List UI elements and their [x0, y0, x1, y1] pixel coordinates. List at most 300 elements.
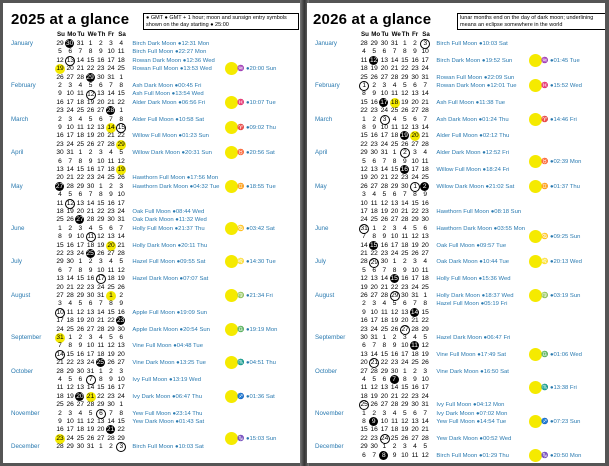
day-cell: 10 — [66, 124, 74, 131]
day-cell: 19 — [401, 426, 409, 434]
day-cell: 2 — [372, 409, 377, 417]
day-cell: 22 — [401, 392, 409, 400]
day-cell: 30 — [76, 367, 85, 375]
day-cell: 27 — [97, 107, 105, 115]
day-cell: 5 — [402, 82, 407, 89]
month-label: January — [11, 40, 34, 47]
moon-phase-text: Alder Dark Moon ●06:56 Fri — [132, 99, 206, 106]
day-cell: 5 — [58, 48, 62, 56]
day-cell: 28 — [421, 434, 429, 442]
day-cell: 9 — [392, 451, 397, 459]
day-cell: 3 — [98, 149, 103, 157]
day-cell: 20 — [380, 392, 389, 400]
day-cell: 3 — [382, 82, 387, 89]
day-cell: 18 — [66, 317, 74, 325]
day-cell: 2 — [382, 224, 387, 232]
day-cell: 30 — [380, 40, 389, 47]
day-cell: 13 — [76, 199, 85, 207]
week-row — [3, 442, 301, 453]
day-cell: 12 — [56, 56, 64, 64]
day-cell: 27 — [56, 292, 64, 299]
day-cell: 18 — [76, 98, 85, 106]
day-cell: 8 — [119, 82, 124, 89]
day-cell: 9 — [119, 300, 124, 308]
day-cell: 5 — [392, 300, 397, 308]
day-cell: 31 — [66, 149, 74, 157]
day-cell: 3 — [423, 367, 428, 375]
day-cell: 29 — [390, 182, 399, 190]
day-cell: 7 — [382, 157, 387, 165]
day-cell: 13 — [86, 308, 95, 316]
day-cell: 5 — [402, 409, 407, 417]
day-cell: 11 — [360, 384, 368, 392]
day-cell: 1 — [392, 258, 397, 266]
day-cell: 8 — [362, 418, 366, 425]
day-cell: 31 — [76, 40, 85, 47]
day-cell: 26 — [56, 73, 64, 81]
day-cell: 15 — [76, 275, 85, 283]
day-cell: 22 — [390, 283, 399, 291]
month-label: December — [315, 443, 344, 451]
day-cell: 24 — [97, 174, 105, 182]
day-cell: 28 — [107, 140, 115, 148]
moon-phase-text: Ivy Dark Moon ●07:02 Mon — [436, 410, 508, 417]
day-cell: 5 — [423, 334, 428, 341]
day-cell: 8 — [392, 266, 397, 274]
day-cell: 11 — [76, 90, 84, 98]
day-cell: 31 — [117, 216, 125, 224]
day-cell: 15 — [421, 308, 429, 316]
legend-note: lunar months end on the day of dark moon; underlining means an eclipse somewhere in the world — [457, 13, 605, 30]
day-cell: 2 — [372, 82, 377, 89]
day-cell: 20 — [117, 350, 125, 358]
day-cell: 23 — [76, 359, 85, 367]
highlighted-day: 19 — [56, 65, 64, 73]
day-cell: 2 — [392, 443, 397, 451]
day-cell: 6 — [78, 191, 83, 199]
day-cell: 17 — [56, 317, 64, 325]
day-cell: 23 — [401, 174, 409, 182]
day-cell: 27 — [97, 140, 105, 148]
dark-moon-day: 11 — [411, 342, 418, 350]
day-cell: 8 — [402, 48, 407, 56]
day-cell: 8 — [119, 409, 124, 417]
moon-phase-text: Apple Dark Moon ●20:54 Sun — [132, 326, 210, 333]
day-cell: 24 — [411, 283, 419, 291]
day-cell: 28 — [56, 443, 64, 451]
day-cell: 1 — [402, 40, 407, 47]
day-cell: 26 — [86, 107, 95, 115]
moon-phase-text: Ash Full Moon ●11:38 Tue — [436, 99, 506, 106]
moon-phase-text: Vine Full Moon ●17:49 Sat — [436, 351, 506, 358]
day-cell: 27 — [97, 434, 105, 442]
day-cell: 26 — [76, 325, 85, 333]
day-cell: 9 — [372, 124, 377, 131]
day-cell: 5 — [88, 82, 93, 89]
sign-entry-text: ♓ ●10:07 Tue — [237, 99, 276, 106]
day-cell: 13 — [411, 418, 419, 425]
day-cell: 20 — [76, 208, 85, 215]
day-cell: 24 — [370, 325, 378, 333]
dark-moon-day: 28 — [106, 107, 115, 115]
full-moon-day: 14 — [56, 350, 64, 358]
day-cell: 24 — [411, 174, 419, 182]
day-cell: 26 — [370, 401, 378, 409]
day-cell: 23 — [370, 107, 378, 115]
day-cell: 24 — [107, 65, 115, 73]
day-cell: 31 — [421, 73, 429, 81]
day-cell: 26 — [401, 140, 409, 148]
day-cell: 6 — [413, 115, 417, 123]
highlighted-day: 21 — [86, 392, 95, 400]
day-cell: 12 — [117, 266, 125, 274]
day-cell: 17 — [76, 241, 85, 249]
day-cell: 18 — [360, 392, 368, 400]
full-moon-day: 2 — [400, 148, 410, 158]
day-cell: 10 — [421, 376, 429, 383]
day-cell: 7 — [392, 48, 397, 56]
day-cell: 17 — [86, 350, 95, 358]
day-cell: 20 — [97, 132, 105, 140]
day-cell: 21 — [86, 208, 95, 215]
day-cell: 6 — [402, 300, 407, 308]
day-cell: 7 — [382, 266, 387, 274]
day-cell: 25 — [56, 401, 64, 409]
day-cell: 27 — [370, 182, 378, 190]
day-cell: 29 — [360, 149, 368, 157]
day-cell: 28 — [370, 367, 378, 375]
day-cell: 30 — [401, 292, 409, 299]
day-cell: 13 — [117, 342, 125, 350]
day-cell: 23 — [56, 140, 64, 148]
day-cell: 29 — [76, 292, 85, 299]
day-cell: 14 — [401, 199, 409, 207]
day-cell: 30 — [107, 401, 115, 409]
day-cell: 28 — [107, 434, 115, 442]
moon-phase-text: Ash Dark Moon ●01:24 Thu — [436, 116, 509, 123]
day-cell: 21 — [107, 98, 115, 106]
moon-phase-text: Rowan Dark Moon ●12:01 Tue — [436, 83, 517, 89]
day-cell: 16 — [76, 350, 85, 358]
moon-phase-text: Oak Full Moon ●09:57 Tue — [436, 242, 507, 249]
month-label: March — [315, 115, 333, 123]
day-cell: 28 — [117, 250, 125, 257]
day-cell: 30 — [66, 258, 74, 266]
sign-entry-text: ♑ ●15:03 Sun — [237, 435, 277, 442]
day-cell: 7 — [362, 233, 366, 241]
moon-phase-text: Ash Dark Moon ●00:45 Fri — [132, 83, 202, 89]
moon-phase-text: Oak Full Moon ●08:44 Wed — [132, 209, 205, 215]
day-cell: 30 — [411, 401, 419, 409]
day-cell: 28 — [56, 367, 64, 375]
day-cell: 17 — [390, 241, 399, 249]
day-cell: 9 — [413, 48, 417, 56]
day-cell: 27 — [380, 401, 389, 409]
day-cell: 21 — [56, 359, 64, 367]
day-cell: 9 — [88, 157, 93, 165]
day-cell: 24 — [97, 283, 105, 291]
moon-phase-text: Hawthorn Full Moon ●08:18 Sun — [436, 209, 522, 215]
full-moon-day: 15 — [117, 124, 126, 132]
day-cell: 4 — [413, 443, 417, 451]
day-cell: 3 — [109, 40, 113, 47]
day-cell: 1 — [362, 409, 366, 417]
day-cell: 8 — [413, 191, 417, 199]
day-cell: 6 — [382, 376, 387, 383]
day-cell: 11 — [56, 199, 64, 207]
day-cell: 23 — [86, 283, 95, 291]
day-cell: 2 — [362, 300, 366, 308]
month-label: August — [11, 292, 31, 299]
dark-moon-day: 25 — [86, 250, 94, 257]
day-cell: 9 — [78, 342, 83, 350]
day-cell: 4 — [372, 191, 377, 199]
day-cell: 7 — [423, 82, 428, 89]
moon-phase-text: Holly Full Moon ●21:37 Thu — [132, 225, 205, 232]
day-cell: 15 — [411, 199, 419, 207]
day-cell: 14 — [66, 275, 74, 283]
dark-moon-day: 27 — [76, 216, 84, 224]
month-label: April — [11, 149, 24, 157]
moon-phase-text: Hawthorn Dark Moon ●03:55 Mon — [436, 225, 526, 232]
day-cell: 30 — [370, 443, 378, 451]
day-cell: 8 — [362, 90, 366, 98]
day-cell: 26 — [117, 174, 125, 182]
day-cell: 11 — [411, 451, 419, 459]
day-cell: 6 — [372, 266, 377, 274]
sign-entry-text: ♋ ●03:42 Sat — [237, 225, 275, 232]
day-cell: 4 — [109, 258, 113, 266]
day-cell: 10 — [380, 418, 389, 425]
dark-moon-day: 2 — [420, 182, 429, 191]
day-cell: 24 — [401, 359, 409, 367]
day-cell: 17 — [370, 317, 378, 325]
day-cell: 5 — [98, 224, 103, 232]
day-cell: 19 — [411, 241, 419, 249]
full-moon-day: 12 — [66, 199, 75, 207]
moon-phase-text: Hazel Full Moon ●09:55 Sat — [132, 259, 206, 266]
day-cell: 21 — [421, 132, 429, 140]
day-cell: 26 — [390, 325, 399, 333]
day-cell: 27 — [86, 325, 95, 333]
dark-moon-day: 15 — [390, 275, 398, 283]
day-cell: 1 — [372, 224, 377, 232]
day-header: Sa — [118, 31, 126, 38]
sign-entry-text: ♏ ●04:51 Thu — [237, 360, 276, 367]
day-cell: 4 — [78, 409, 83, 417]
moon-phase-text: Alder Full Moon ●02:12 Thu — [436, 133, 510, 140]
day-cell: 14 — [86, 384, 95, 392]
day-cell: 12 — [421, 451, 429, 459]
day-cell: 11 — [370, 199, 378, 207]
sign-entry-text: ♊ ●01:37 Thu — [541, 183, 580, 190]
day-cell: 22 — [421, 317, 429, 325]
highlighted-day: 31 — [56, 334, 64, 341]
day-cell: 12 — [76, 308, 85, 316]
day-cell: 22 — [117, 132, 125, 140]
month-label: September — [315, 334, 346, 341]
day-cell: 11 — [107, 266, 115, 274]
day-cell: 4 — [392, 82, 397, 89]
day-cell: 10 — [117, 376, 125, 383]
day-header: Mo — [67, 31, 77, 38]
full-moon-day: 7 — [86, 375, 96, 385]
dark-moon-day: 9 — [369, 417, 378, 426]
day-cell: 26 — [370, 73, 378, 81]
day-cell: 16 — [86, 166, 95, 173]
full-moon-day: 27 — [401, 325, 409, 333]
day-cell: 16 — [86, 275, 95, 283]
day-cell: 20 — [411, 426, 419, 434]
full-moon-day: 6 — [96, 409, 106, 419]
day-cell: 31 — [390, 40, 399, 47]
day-cell: 19 — [86, 132, 95, 140]
day-cell: 14 — [421, 418, 429, 425]
day-cell: 7 — [372, 451, 377, 459]
day-cell: 4 — [109, 149, 113, 157]
day-cell: 15 — [401, 56, 409, 64]
day-cell: 12 — [117, 157, 125, 165]
day-cell: 1 — [119, 73, 124, 81]
day-cell: 17 — [411, 275, 419, 283]
day-cell: 30 — [86, 292, 95, 299]
day-cell: 5 — [362, 157, 366, 165]
day-cell: 30 — [56, 149, 64, 157]
month-label: March — [11, 115, 29, 123]
day-cell: 27 — [66, 73, 74, 81]
sign-entry-text: ♋ ●09:25 Sun — [541, 234, 581, 241]
day-cell: 15 — [56, 241, 64, 249]
day-cell: 28 — [76, 73, 85, 81]
moon-phase-text: Ash Full Moon ●13:54 Wed — [132, 91, 204, 98]
full-moon-day: 10 — [56, 308, 64, 316]
day-header: Th — [401, 31, 410, 38]
day-cell: 13 — [411, 124, 419, 131]
sign-entry-text: ♉ ●02:39 Mon — [541, 158, 582, 165]
week-row — [307, 451, 605, 462]
day-cell: 13 — [360, 350, 368, 358]
day-cell: 11 — [391, 90, 399, 98]
day-cell: 22 — [390, 174, 399, 182]
day-cell: 4 — [78, 115, 83, 123]
day-cell: 28 — [421, 107, 429, 115]
day-cell: 22 — [86, 65, 95, 73]
day-cell: 23 — [390, 359, 399, 367]
day-cell: 23 — [411, 65, 419, 73]
day-cell: 25 — [421, 174, 429, 182]
day-cell: 5 — [109, 334, 113, 341]
day-cell: 21 — [380, 174, 389, 182]
day-cell: 16 — [56, 98, 64, 106]
day-cell: 15 — [380, 350, 389, 358]
day-cell: 1 — [382, 443, 387, 451]
day-cell: 3 — [362, 191, 366, 199]
day-cell: 10 — [76, 233, 85, 241]
moon-phase-text: Ivy Full Moon ●04:12 Mon — [436, 402, 505, 409]
day-cell: 2 — [58, 82, 62, 89]
day-cell: 11 — [421, 157, 429, 165]
day-cell: 4 — [392, 115, 397, 123]
month-label: August — [315, 292, 335, 299]
sign-entry-text: ♒ ●20:00 Sun — [237, 66, 277, 73]
day-cell: 19 — [421, 350, 429, 358]
day-cell: 1 — [119, 401, 124, 409]
day-cell: 16 — [56, 132, 64, 140]
day-cell: 7 — [98, 300, 103, 308]
day-cell: 26 — [107, 359, 115, 367]
day-cell: 18 — [76, 426, 85, 434]
moon-phase-text: Yew Full Moon ●14:54 Tue — [436, 419, 507, 425]
day-cell: 14 — [76, 56, 85, 64]
day-cell: 27 — [107, 250, 115, 257]
day-cell: 3 — [402, 443, 407, 451]
day-cell: 25 — [411, 359, 419, 367]
day-cell: 22 — [76, 283, 85, 291]
day-cell: 22 — [370, 250, 378, 257]
dark-moon-day: 14 — [410, 308, 419, 316]
day-cell: 17 — [421, 56, 429, 64]
day-cell: 28 — [86, 216, 95, 224]
month-label: July — [11, 258, 23, 266]
month-label: November — [11, 409, 40, 417]
day-cell: 4 — [362, 376, 366, 383]
day-cell: 18 — [390, 426, 399, 434]
day-cell: 19 — [107, 350, 115, 358]
day-cell: 5 — [372, 48, 377, 56]
day-cell: 11 — [380, 308, 388, 316]
day-cell: 11 — [421, 266, 429, 274]
day-cell: 30 — [411, 73, 419, 81]
day-header: Sa — [422, 31, 430, 38]
day-cell: 24 — [66, 107, 74, 115]
day-cell: 12 — [97, 233, 105, 241]
day-cell: 14 — [421, 124, 429, 131]
day-cell: 5 — [78, 300, 83, 308]
day-cell: 12 — [370, 384, 378, 392]
day-cell: 29 — [56, 40, 64, 47]
day-cell: 6 — [68, 48, 73, 56]
day-cell: 7 — [58, 342, 62, 350]
day-cell: 23 — [370, 140, 378, 148]
day-cell: 28 — [66, 292, 74, 299]
day-cell: 17 — [66, 98, 74, 106]
highlighted-day: 14 — [107, 124, 115, 131]
month-label: October — [315, 367, 338, 375]
day-cell: 4 — [119, 40, 124, 47]
day-cell: 12 — [411, 233, 419, 241]
moon-phase-text: Vine Full Moon ●04:48 Tue — [132, 343, 203, 350]
full-moon-day: 17 — [97, 275, 105, 283]
day-cell: 21 — [390, 65, 399, 73]
day-cell: 13 — [97, 418, 105, 425]
day-cell: 13 — [370, 166, 378, 173]
day-cell: 21 — [401, 208, 409, 215]
day-cell: 31 — [370, 334, 378, 341]
day-cell: 7 — [413, 300, 417, 308]
day-cell: 8 — [372, 233, 377, 241]
sign-entry-text: ♉ ●20:56 Sat — [237, 150, 275, 157]
day-header: We — [87, 31, 97, 38]
day-cell: 25 — [66, 325, 74, 333]
day-cell: 18 — [390, 132, 399, 140]
day-cell: 7 — [109, 82, 113, 89]
day-cell: 21 — [360, 250, 368, 257]
day-cell: 12 — [380, 199, 389, 207]
month-label: October — [11, 367, 34, 375]
full-moon-day: 1 — [410, 182, 420, 192]
day-cell: 12 — [390, 308, 399, 316]
moon-phase-text: Apple Full Moon ●19:09 Sun — [132, 309, 208, 316]
